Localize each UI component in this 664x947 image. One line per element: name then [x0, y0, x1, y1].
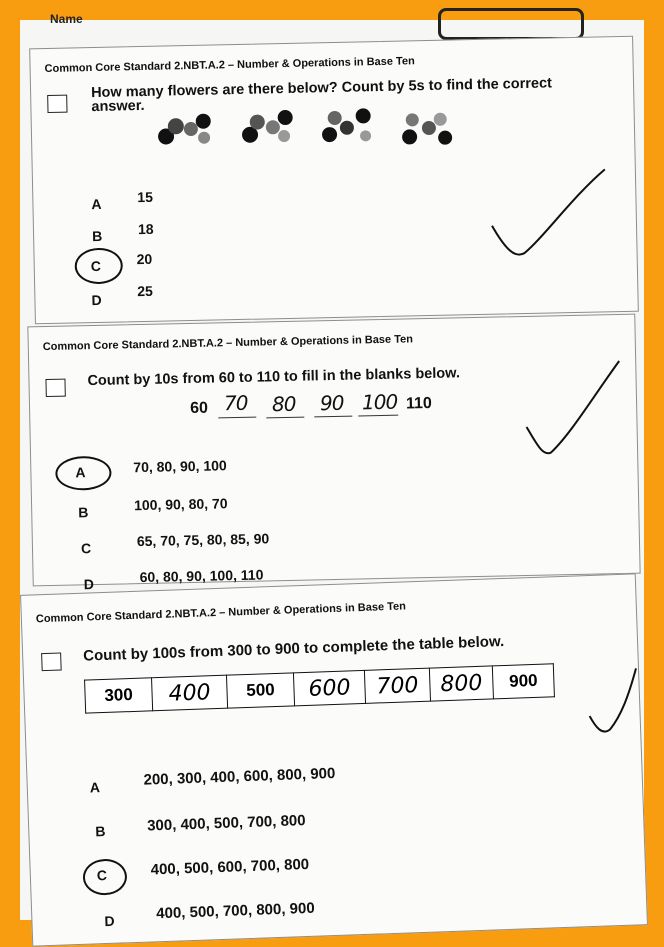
q1-option-d-text[interactable]: 25	[137, 282, 154, 300]
q3-option-c-letter: C	[96, 866, 108, 884]
checkmark-icon	[584, 664, 640, 738]
q2-option-c-letter: C	[80, 540, 92, 557]
q1-option-b-letter: B	[91, 227, 103, 245]
flower	[356, 108, 371, 123]
q3-checkbox[interactable]	[41, 652, 62, 671]
q3-option-c-text[interactable]: 400, 500, 600, 700, 800	[150, 855, 310, 879]
q2-standard: Common Core Standard 2.NBT.A.2 – Number & Operations in Base Ten	[42, 333, 414, 354]
q2-blank-4[interactable]: 100	[361, 389, 398, 415]
flower	[340, 121, 354, 135]
score-box	[438, 8, 584, 40]
q1-standard: Common Core Standard 2.NBT.A.2 – Number & Operations in Base Ten	[44, 55, 415, 76]
q2-question: Count by 10s from 60 to 110 to fill in the blanks below.	[87, 365, 461, 390]
q1-checkbox[interactable]	[47, 95, 67, 113]
q2-checkbox[interactable]	[45, 379, 65, 397]
q1-option-a-letter: A	[91, 195, 102, 213]
q3-standard: Common Core Standard 2.NBT.A.2 – Number & Operations in Base Ten	[35, 600, 407, 626]
table-cell-handwritten[interactable]: 700	[364, 668, 430, 703]
flower	[278, 110, 293, 125]
q3-option-b-letter: B	[95, 823, 106, 840]
table-cell: 300	[85, 678, 153, 713]
q3-option-d-letter: D	[104, 912, 115, 930]
q2-blank-line	[266, 417, 304, 419]
table-cell-handwritten[interactable]: 400	[152, 675, 228, 711]
table-cell-handwritten[interactable]: 800	[429, 666, 493, 701]
q2-option-a-letter: A	[75, 464, 86, 481]
q2-blank-2[interactable]: 80	[271, 391, 296, 417]
q1-option-d-letter: D	[91, 291, 102, 309]
q2-option-c-text[interactable]: 65, 70, 75, 80, 85, 90	[136, 530, 270, 550]
flower	[434, 113, 447, 126]
table-row	[85, 664, 555, 713]
q1-option-a-text[interactable]: 15	[137, 188, 154, 206]
checkmark-icon	[519, 355, 631, 467]
question-3-panel	[20, 573, 648, 946]
table-cell: 900	[492, 664, 554, 699]
q1-question-line2: answer.	[91, 97, 145, 116]
q2-blank-3[interactable]: 90	[319, 390, 344, 416]
hundreds-table	[84, 663, 555, 713]
flower	[360, 130, 371, 141]
q2-option-a-text[interactable]: 70, 80, 90, 100	[133, 457, 227, 476]
flower	[196, 114, 211, 129]
table-cell: 500	[226, 673, 294, 708]
q3-question: Count by 100s from 300 to 900 to complete the table below.	[82, 632, 505, 665]
flower	[328, 111, 342, 125]
name-label: Name	[50, 12, 83, 26]
q1-option-b-text[interactable]: 18	[137, 220, 154, 238]
question-1-panel	[29, 36, 639, 325]
q2-blank-line	[358, 415, 398, 417]
q2-sequence-end: 110	[405, 394, 433, 413]
flower	[250, 114, 265, 129]
flower	[168, 118, 184, 134]
q2-blank-line	[218, 417, 256, 419]
q2-option-d-text[interactable]: 60, 80, 90, 100, 110	[139, 566, 264, 586]
q2-option-b-text[interactable]: 100, 90, 80, 70	[133, 495, 228, 514]
q1-option-c-letter: C	[90, 257, 102, 275]
flower	[406, 113, 419, 126]
flower-picture	[30, 37, 632, 50]
q1-option-c-text[interactable]: 20	[136, 250, 153, 268]
q3-option-a-text[interactable]: 200, 300, 400, 600, 800, 900	[143, 764, 336, 789]
q3-option-b-text[interactable]: 300, 400, 500, 700, 800	[146, 812, 306, 835]
q2-option-d-letter: D	[83, 576, 95, 593]
table-cell-handwritten[interactable]: 600	[293, 670, 365, 705]
flower	[198, 132, 210, 144]
q2-blank-1[interactable]: 70	[223, 390, 248, 416]
q3-option-a-letter: A	[89, 779, 101, 796]
q2-option-b-letter: B	[78, 504, 89, 521]
q3-option-d-text[interactable]: 400, 500, 700, 800, 900	[155, 899, 315, 923]
question-2-panel	[27, 314, 640, 593]
worksheet-page	[20, 12, 644, 930]
q2-sequence-start: 60	[189, 399, 209, 418]
flower	[438, 131, 452, 145]
flower	[278, 130, 290, 142]
q2-blank-line	[314, 416, 352, 418]
q1-question-line1: How many flowers are there below? Count by 5s to find the correct	[90, 75, 553, 102]
flower	[322, 127, 337, 142]
flower	[402, 129, 417, 144]
checkmark-icon	[483, 165, 615, 268]
